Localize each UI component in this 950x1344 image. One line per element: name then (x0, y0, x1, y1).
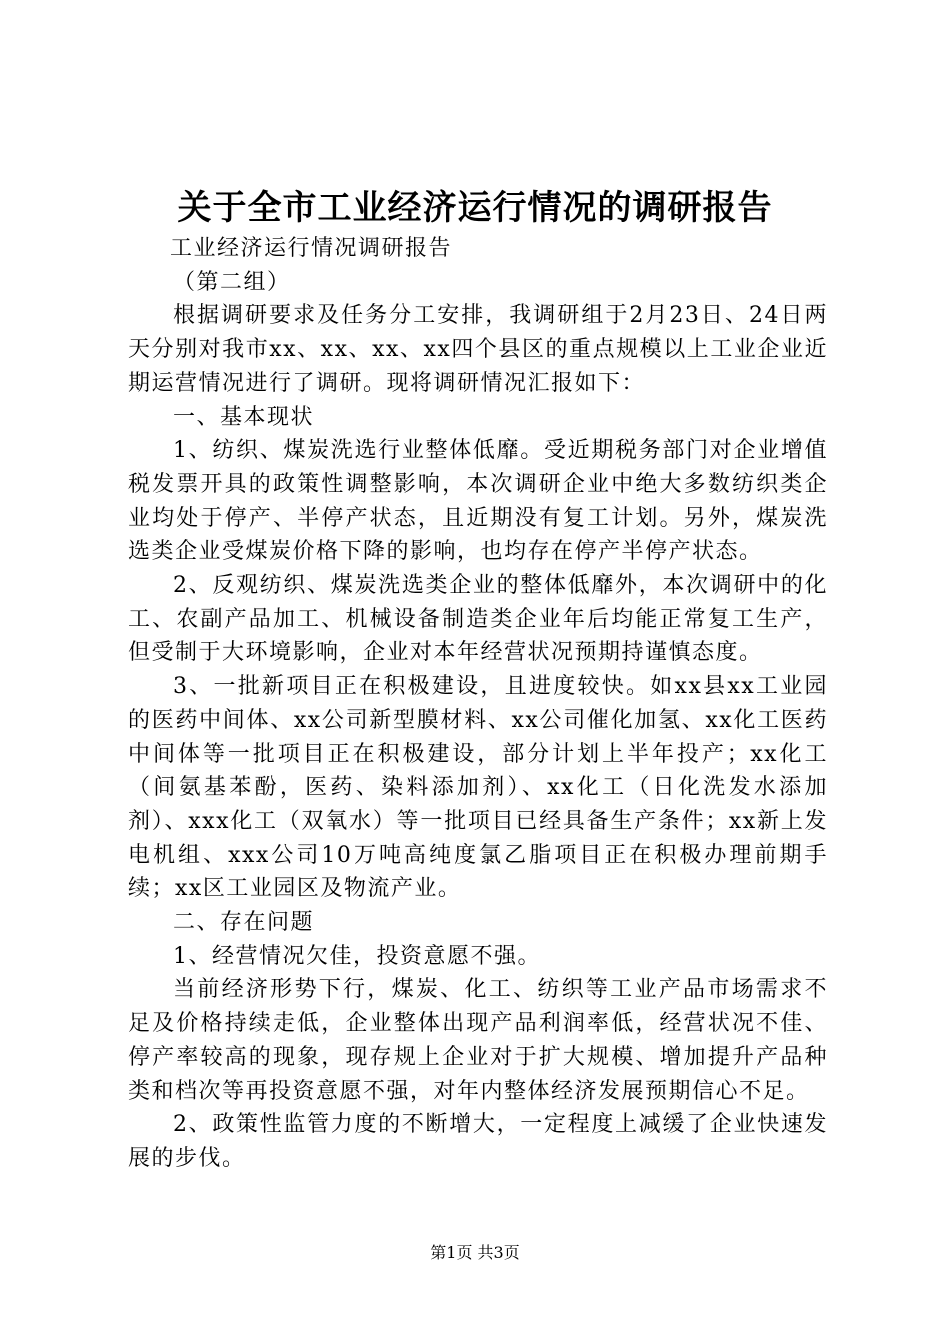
document-title: 关于全市工业经济运行情况的调研报告 (177, 188, 773, 228)
section-heading-basic-status: 一、基本现状 (173, 404, 315, 430)
status-item-2-paragraph: 2、反观纺织、煤炭洗选类企业的整体低靡外，本次调研中的化工、农副产品加工、机械设备制造类企业年后均能正常复工生产，但受制于大环境影响，企业对本年经营状况预期持谨慎态度。 (128, 573, 828, 666)
section-heading-problems: 二、存在问题 (173, 910, 315, 936)
status-item-1-paragraph: 1、纺织、煤炭洗选行业整体低靡。受近期税务部门对企业增值税发票开具的政策性调整影响，本次调研企业中绝大多数纺织类企业均处于停产、半停产状态，且近期没有复工计划。另外，煤炭洗选类企业受煤炭价格下降的影响，也均存在停产半停产状态。 (128, 438, 828, 565)
problem-item-2-paragraph: 2、政策性监管力度的不断增大，一定程度上减缓了企业快速发展的步伐。 (128, 1112, 828, 1171)
intro-paragraph: 根据调研要求及任务分工安排，我调研组于2月23日、24日两天分别对我市xx、xx、xx、xx四个县区的重点规模以上工业企业近期运营情况进行了调研。现将调研情况汇报如下： (128, 303, 828, 396)
problem-item-1-heading: 1、经营情况欠佳，投资意愿不强。 (173, 943, 541, 969)
status-item-3-paragraph: 3、一批新项目正在积极建设，且进度较快。如xx县xx工业园的医药中间体、xx公司新型膜材料、xx公司催化加氢、xx化工医药中间体等一批项目正在积极建设，部分计划上半年投产；xx化工（间氨基苯酚，医药、染料添加剂）、xx化工（日化洗发水添加剂）、xxx化工（双氧水）等一批项目已经具备生产条件；xx新上发电机组、xxx公司10万吨高纯度氯乙脂项目正在积极办理前期手续；xx区工业园区及物流产业。 (128, 674, 828, 902)
document-body (128, 232, 828, 1176)
page-footer: 第1页 共3页 (430, 1243, 520, 1262)
problem-item-1-paragraph: 当前经济形势下行，煤炭、化工、纺织等工业产品市场需求不足及价格持续走低，企业整体出现产品利润率低，经营状况不佳、停产率较高的现象，现存规上企业对于扩大规模、增加提升产品种类和档次等再投资意愿不强，对年内整体经济发展预期信心不足。 (128, 977, 828, 1104)
subtitle-paragraph: 工业经济运行情况调研报告 (170, 236, 453, 261)
group-label-paragraph: （第二组） (173, 269, 291, 295)
